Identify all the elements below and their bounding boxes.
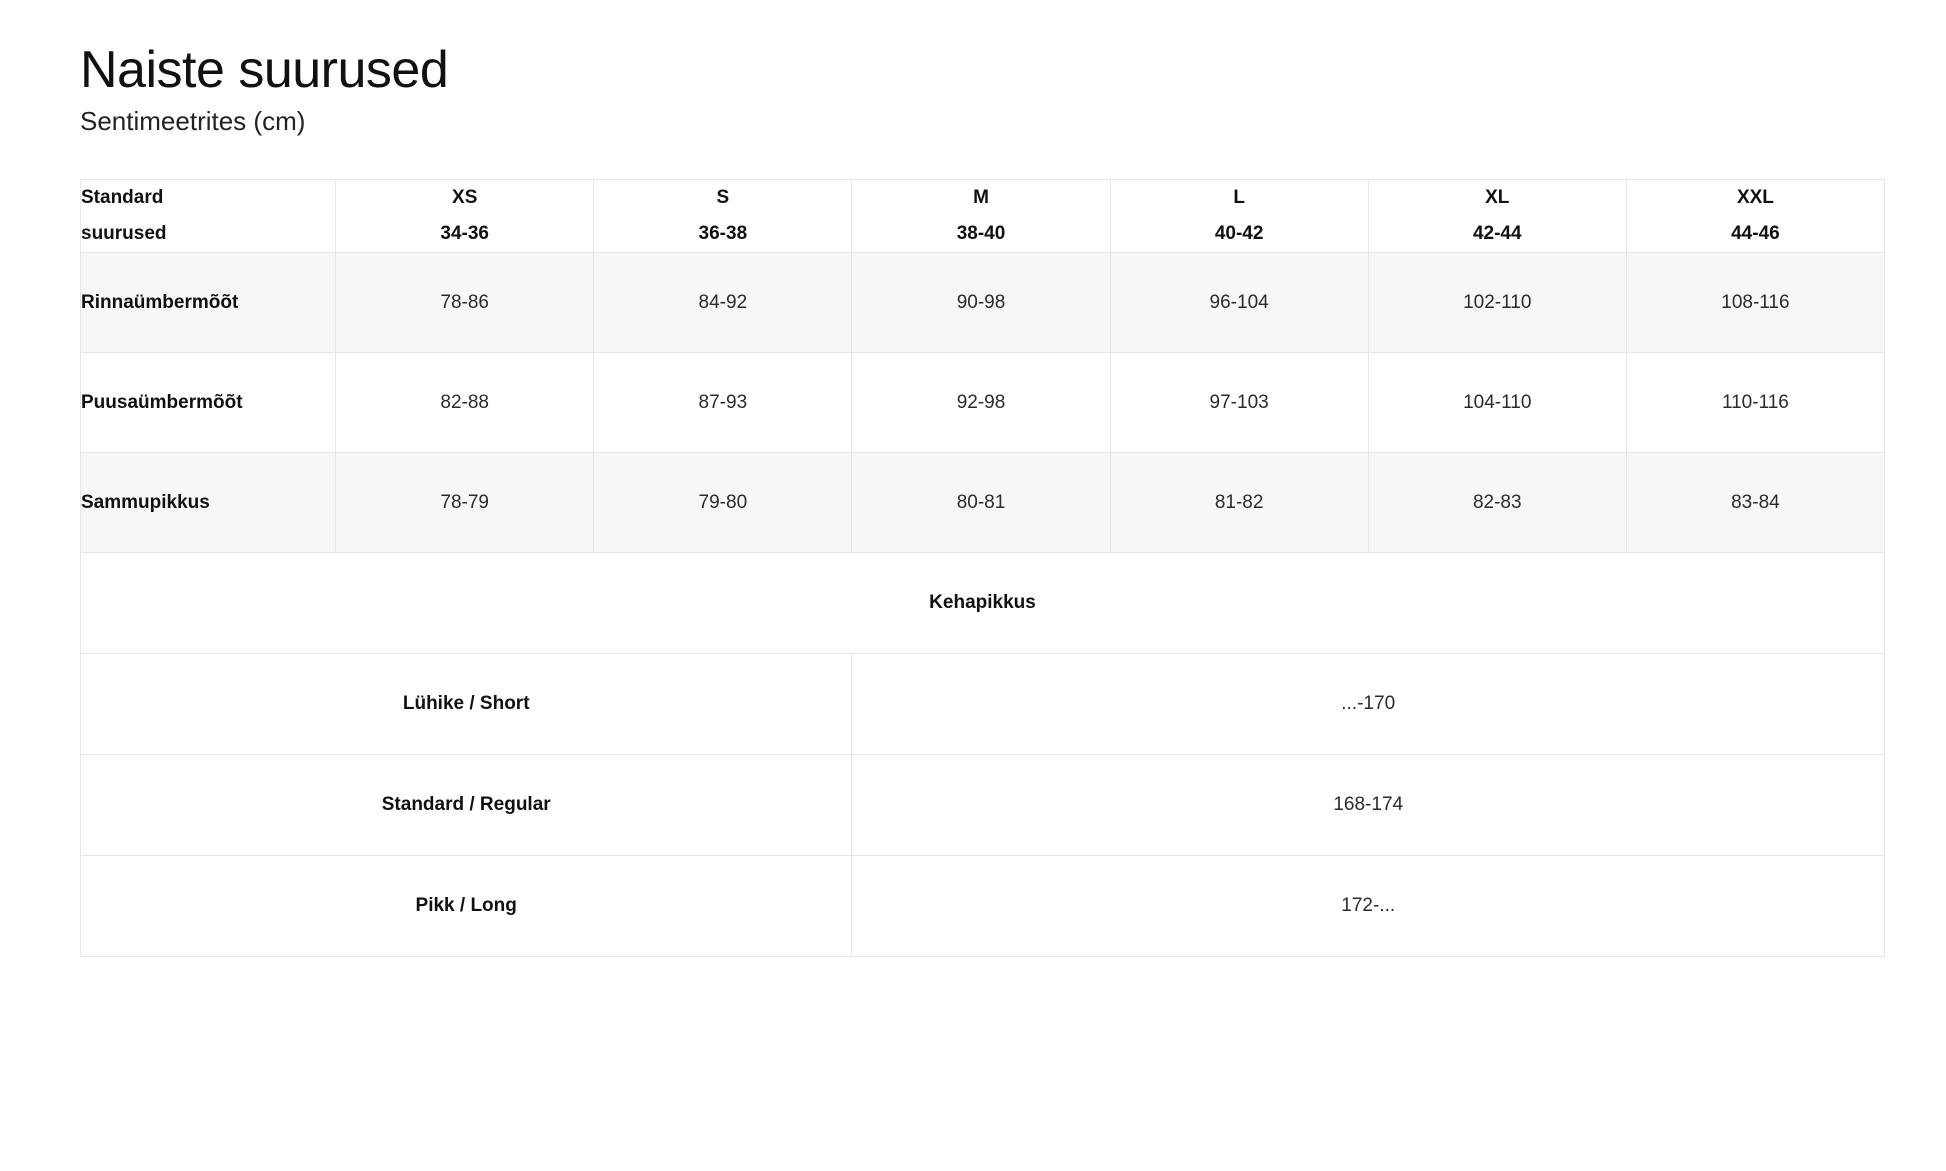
header-label-line2: suurused [81,223,167,245]
cell-chest-xs: 78-86 [336,253,594,353]
cell-inseam-l: 81-82 [1110,453,1368,553]
table-row [81,253,1885,353]
table-header-row [81,180,1885,253]
cell-inseam-xxl: 83-84 [1626,453,1884,553]
body-length-value-short: ...-170 [852,654,1885,755]
cell-hip-l: 97-103 [1110,353,1368,453]
cell-inseam-m: 80-81 [852,453,1110,553]
header-col-m-size: M [973,187,989,208]
body-length-row [81,755,1885,856]
size-chart-table [80,179,1885,957]
header-col-xs-numeric: 34-36 [440,223,490,245]
header-col-s [594,180,852,253]
header-col-m-numeric: 38-40 [956,223,1006,245]
body-length-label-long: Pikk / Long [81,856,852,957]
cell-chest-l: 96-104 [1110,253,1368,353]
cell-chest-m: 90-98 [852,253,1110,353]
cell-chest-xl: 102-110 [1368,253,1626,353]
table-row [81,353,1885,453]
cell-chest-xxl: 108-116 [1626,253,1884,353]
cell-hip-xxl: 110-116 [1626,353,1884,453]
header-col-xs [336,180,594,253]
header-col-xxl-numeric: 44-46 [1731,223,1780,245]
body-length-label-regular: Standard / Regular [81,755,852,856]
cell-chest-s: 84-92 [594,253,852,353]
header-col-xl [1368,180,1626,253]
body-length-value-regular: 168-174 [852,755,1885,856]
header-col-l [1110,180,1368,253]
row-label-hip: Puusaümbermõõt [81,353,336,453]
header-col-xxl-size: XXL [1736,187,1774,208]
header-col-xs-size: XS [452,187,478,208]
cell-hip-xs: 82-88 [336,353,594,453]
body-length-title-row [81,553,1885,654]
table-row [81,453,1885,553]
cell-inseam-xl: 82-83 [1368,453,1626,553]
header-col-m [852,180,1110,253]
row-label-chest: Rinnaümbermõõt [81,253,336,353]
body-length-row [81,856,1885,957]
header-col-xxl [1626,180,1884,253]
body-length-label-short: Lühike / Short [81,654,852,755]
header-col-s-size: S [716,187,730,208]
body-length-row [81,654,1885,755]
row-label-inseam: Sammupikkus [81,453,336,553]
header-label-cell [81,180,336,253]
header-col-xl-size: XL [1485,187,1510,208]
cell-hip-xl: 104-110 [1368,353,1626,453]
header-col-xl-numeric: 42-44 [1472,223,1522,245]
body-length-title: Kehapikkus [81,553,1885,654]
header-col-l-size: L [1233,187,1245,208]
header-label-line1: Standard [81,187,164,208]
page-title: Naiste suurused [80,41,449,99]
page-subtitle: Sentimeetrites (cm) [80,106,306,136]
cell-inseam-xs: 78-79 [336,453,594,553]
cell-inseam-s: 79-80 [594,453,852,553]
header-col-l-numeric: 40-42 [1214,223,1264,245]
header-col-s-numeric: 36-38 [698,223,748,245]
cell-hip-m: 92-98 [852,353,1110,453]
body-length-value-long: 172-... [852,856,1885,957]
cell-hip-s: 87-93 [594,353,852,453]
